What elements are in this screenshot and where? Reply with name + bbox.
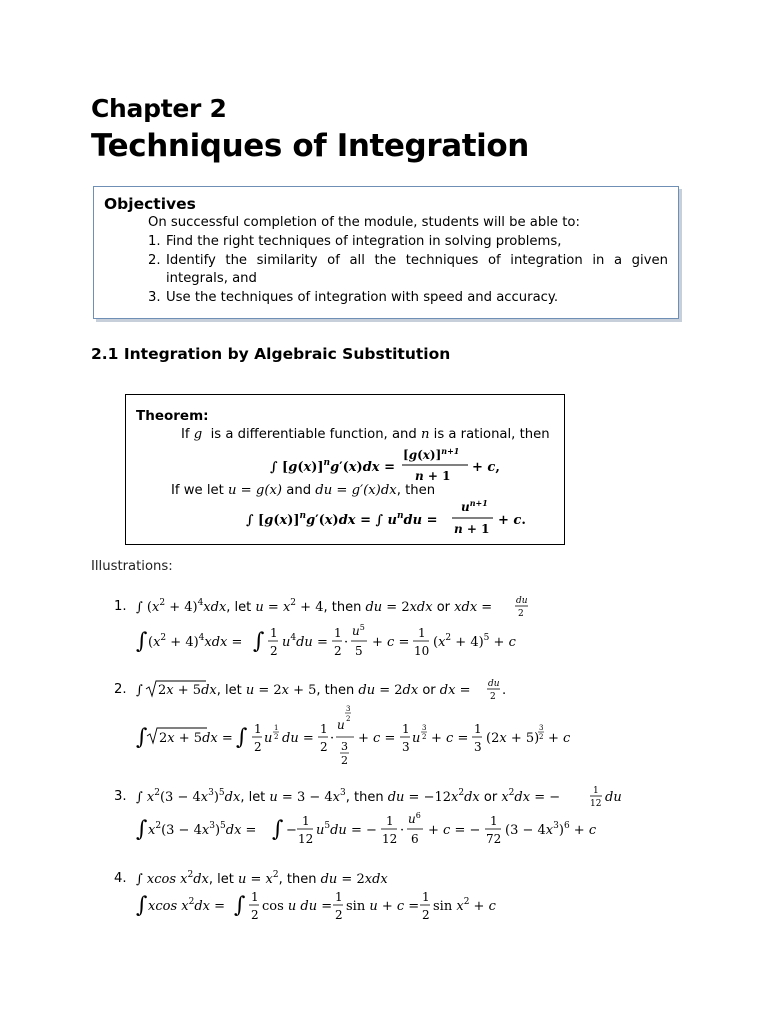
objective-text: Identify the similarity of all the techniques of integration in a given [166, 252, 668, 268]
theorem-line-1 [181, 427, 550, 442]
svg-text:2x + 5dx =: 2x + 5dx = [159, 731, 233, 746]
svg-text:∫: ∫ [136, 725, 148, 750]
svg-text:3: 3 [422, 724, 427, 732]
svg-text:−: − [286, 823, 297, 838]
svg-text:du: du [516, 596, 528, 606]
svg-text:∫: ∫ [136, 817, 148, 842]
svg-text:1: 1 [402, 722, 410, 736]
svg-text:2: 2 [341, 754, 348, 767]
example-number: 4. [114, 871, 127, 886]
svg-text:1: 1 [251, 890, 259, 904]
theorem-text: , then [396, 483, 436, 498]
svg-text:n + 1: n + 1 [415, 469, 451, 483]
svg-text:·: · [330, 731, 335, 746]
svg-text:+ c =: + c = [372, 635, 410, 650]
theorem-text: and [286, 483, 312, 498]
chapter-label: Chapter 2 [91, 94, 227, 123]
example-4-solution [136, 884, 516, 932]
svg-text:3: 3 [341, 740, 348, 753]
svg-text:du =: du = [282, 731, 314, 746]
objectives-box [93, 186, 679, 319]
theorem-var-g: g [193, 427, 203, 442]
theorem-var-n: n [420, 427, 430, 442]
theorem-text: If [181, 427, 190, 442]
svg-text:2: 2 [422, 733, 427, 741]
svg-text:3: 3 [402, 740, 410, 754]
theorem-formula-1-render [270, 447, 510, 487]
svg-text:5: 5 [355, 644, 363, 658]
svg-text:u: u [337, 718, 345, 732]
svg-text:6: 6 [411, 832, 419, 846]
example-2-statement-render [136, 675, 536, 703]
example-3-solution [136, 808, 616, 856]
svg-text:1: 1 [418, 626, 426, 640]
example-2-solution-render [136, 702, 586, 768]
objective-item [148, 252, 668, 271]
svg-text:∫ xcos x2dx, let u = x2, then: ∫ xcos $x^2dx$, let $u = x^2$, then du = 2xdx [136, 870, 388, 887]
svg-text:·: · [400, 823, 405, 838]
svg-text:(2x + 5): (2x + 5) [486, 731, 540, 746]
svg-text:·: · [344, 635, 349, 650]
svg-text:sin u + c =: sin u + c = [346, 899, 420, 914]
svg-text:1: 1 [422, 890, 430, 904]
example-1-solution [136, 620, 556, 668]
svg-text:un+1: $u^{n+1}$ [461, 499, 488, 514]
svg-text:∫ (x2 + 4)4xdx, let u = x2 + 4: ∫ $(x^2 + 4)^4xdx$, let $u = x^2 + 4$, then du = 2xdx or xdx = [136, 598, 493, 615]
theorem-text: If we let [171, 483, 224, 498]
svg-text:1: 1 [334, 626, 342, 640]
svg-text:∫: ∫ [272, 817, 284, 842]
example-3-solution-render [136, 808, 616, 852]
theorem-differential: du = g′(x)dx [315, 483, 397, 498]
svg-text:du: du [488, 679, 500, 689]
illustrations-label: Illustrations: [91, 559, 173, 574]
svg-text:1: 1 [320, 722, 328, 736]
objective-number: 1. [148, 234, 161, 249]
svg-text:2: 2 [251, 908, 259, 922]
example-1-statement-render [136, 592, 556, 620]
svg-text:1: 1 [386, 814, 394, 828]
objective-item [148, 289, 668, 308]
svg-text:3: 3 [474, 740, 482, 754]
objectives-intro: On successful completion of the module, students will be able to: [148, 215, 580, 230]
svg-text:1: 1 [335, 890, 343, 904]
svg-text:1: 1 [302, 814, 310, 828]
svg-text:2: 2 [274, 733, 279, 741]
svg-text:2: 2 [539, 733, 544, 741]
example-number: 1. [114, 599, 127, 614]
theorem-box [125, 394, 565, 545]
svg-text:2: 2 [518, 609, 524, 619]
theorem-text: is a differentiable function, and [210, 427, 417, 442]
svg-text:u5: $u^5$ [352, 623, 365, 638]
svg-text:+ c =: + c = [431, 731, 469, 746]
svg-text:1: 1 [593, 786, 599, 796]
svg-text:1: 1 [490, 814, 498, 828]
svg-text:(3 − 4x3)6 + c: $(3 - 4x^3)^6 + c$ [505, 821, 597, 838]
example-4-solution-render [136, 884, 516, 928]
objective-number: 2. [148, 252, 161, 268]
svg-text:u4du =: $u^4du$ = [282, 633, 328, 650]
svg-text:u6: $u^6$ [408, 811, 421, 826]
svg-text:2: 2 [254, 740, 262, 754]
svg-text:1: 1 [270, 626, 278, 640]
objective-text: Find the right techniques of integration in solving problems, [166, 234, 562, 249]
svg-text:(x2 + 4)4xdx =: $(x^2 + 4)^4xdx$ = [148, 633, 243, 650]
svg-text:2: 2 [490, 692, 496, 702]
svg-text:12: 12 [382, 832, 398, 846]
objective-text: Use the techniques of integration with speed and accuracy. [166, 289, 559, 305]
svg-text:2: 2 [346, 715, 351, 723]
svg-text:[g(x)]n+1: $[g(x)]^{n+1}$ [403, 447, 460, 462]
svg-text:72: 72 [486, 832, 502, 846]
svg-text:sin x2 + c: $\sin x^2 + c$ [433, 897, 496, 914]
svg-text:+ c: + c [548, 731, 571, 746]
svg-text:3: 3 [346, 705, 351, 713]
svg-text:.: . [502, 683, 507, 698]
svg-text:3: 3 [539, 724, 544, 732]
svg-text:12: 12 [298, 832, 314, 846]
objectives-heading: Objectives [104, 195, 196, 213]
svg-text:1: 1 [274, 724, 279, 732]
svg-text:2: 2 [320, 740, 328, 754]
theorem-heading: Theorem: [136, 408, 209, 424]
svg-text:10: 10 [414, 644, 430, 658]
svg-text:∫: ∫ [136, 629, 148, 654]
svg-text:xcos x2dx =: xcos $x^2dx$ = [148, 897, 225, 914]
theorem-formula-2-render [246, 499, 536, 543]
svg-text:(x2 + 4)5 + c: $(x^2 + 4)^5 + c$ [433, 633, 516, 650]
svg-text:1: 1 [474, 722, 482, 736]
svg-text:u: u [264, 731, 273, 746]
svg-text:∫: ∫ [253, 629, 265, 654]
svg-text:∫: ∫ [136, 893, 148, 918]
theorem-substitution: u = g(x) [227, 483, 283, 498]
svg-text:n + 1: n + 1 [454, 522, 490, 536]
theorem-formula-2 [246, 499, 536, 547]
svg-text:∫: ∫ [136, 683, 143, 698]
svg-text:2: 2 [334, 644, 342, 658]
svg-text:2: 2 [422, 908, 430, 922]
svg-text:∫ x2(3 − 4x3)5dx, let u = 3 −: ∫ $x^2(3 - 4x^3)^5dx$, let $u = 3 - 4x^3$, then du = $-12x^2dx$ or $x^2dx$ = − [136, 788, 561, 805]
section-title: 2.1 Integration by Algebraic Substitution [91, 345, 451, 363]
theorem-text: is a rational, then [433, 427, 550, 442]
svg-text:u: u [412, 731, 421, 746]
objective-item [148, 233, 668, 252]
objectives-list [148, 233, 668, 307]
svg-text:u5du = −: $u^5du$ = − [316, 821, 377, 838]
example-2-solution [136, 702, 586, 772]
svg-text:+ c,: + c, [472, 460, 500, 475]
svg-text:cos u du =: cos u du = [262, 899, 333, 914]
svg-text:+ c.: + c. [498, 513, 526, 528]
svg-text:du: du [605, 790, 622, 805]
svg-text:+ c = −: + c = − [428, 823, 481, 838]
example-number: 2. [114, 682, 127, 697]
svg-text:∫ [g(x)]ng′(x)dx =: ∫ $[g(x)]^ng'(x)dx$ = [270, 458, 395, 475]
theorem-line-2 [171, 483, 435, 498]
svg-text:1: 1 [254, 722, 262, 736]
objective-number: 3. [148, 289, 161, 305]
svg-text:12: 12 [590, 799, 602, 809]
svg-text:x2(3 − 4x3)5dx =: $x^2(3 - 4x^3)^5dx$ = [148, 821, 257, 838]
chapter-title: Techniques of Integration [91, 128, 529, 164]
svg-text:2x + 5dx, let u = 2x + 5, then: 2x + 5dx, let u = 2x + 5, then du = 2dx or dx = [158, 683, 471, 698]
example-number: 3. [114, 789, 127, 804]
objective-continuation: integrals, and [166, 271, 257, 286]
svg-text:2: 2 [335, 908, 343, 922]
svg-text:∫: ∫ [234, 893, 246, 918]
svg-text:∫ [g(x)]ng′(x)dx = ∫ undu =: ∫ $[g(x)]^ng'(x)dx$ = ∫ $u^ndu$ = [246, 511, 438, 528]
example-1-solution-render [136, 620, 556, 664]
svg-text:2: 2 [270, 644, 278, 658]
svg-text:+ c =: + c = [358, 731, 396, 746]
svg-text:∫: ∫ [236, 725, 248, 750]
